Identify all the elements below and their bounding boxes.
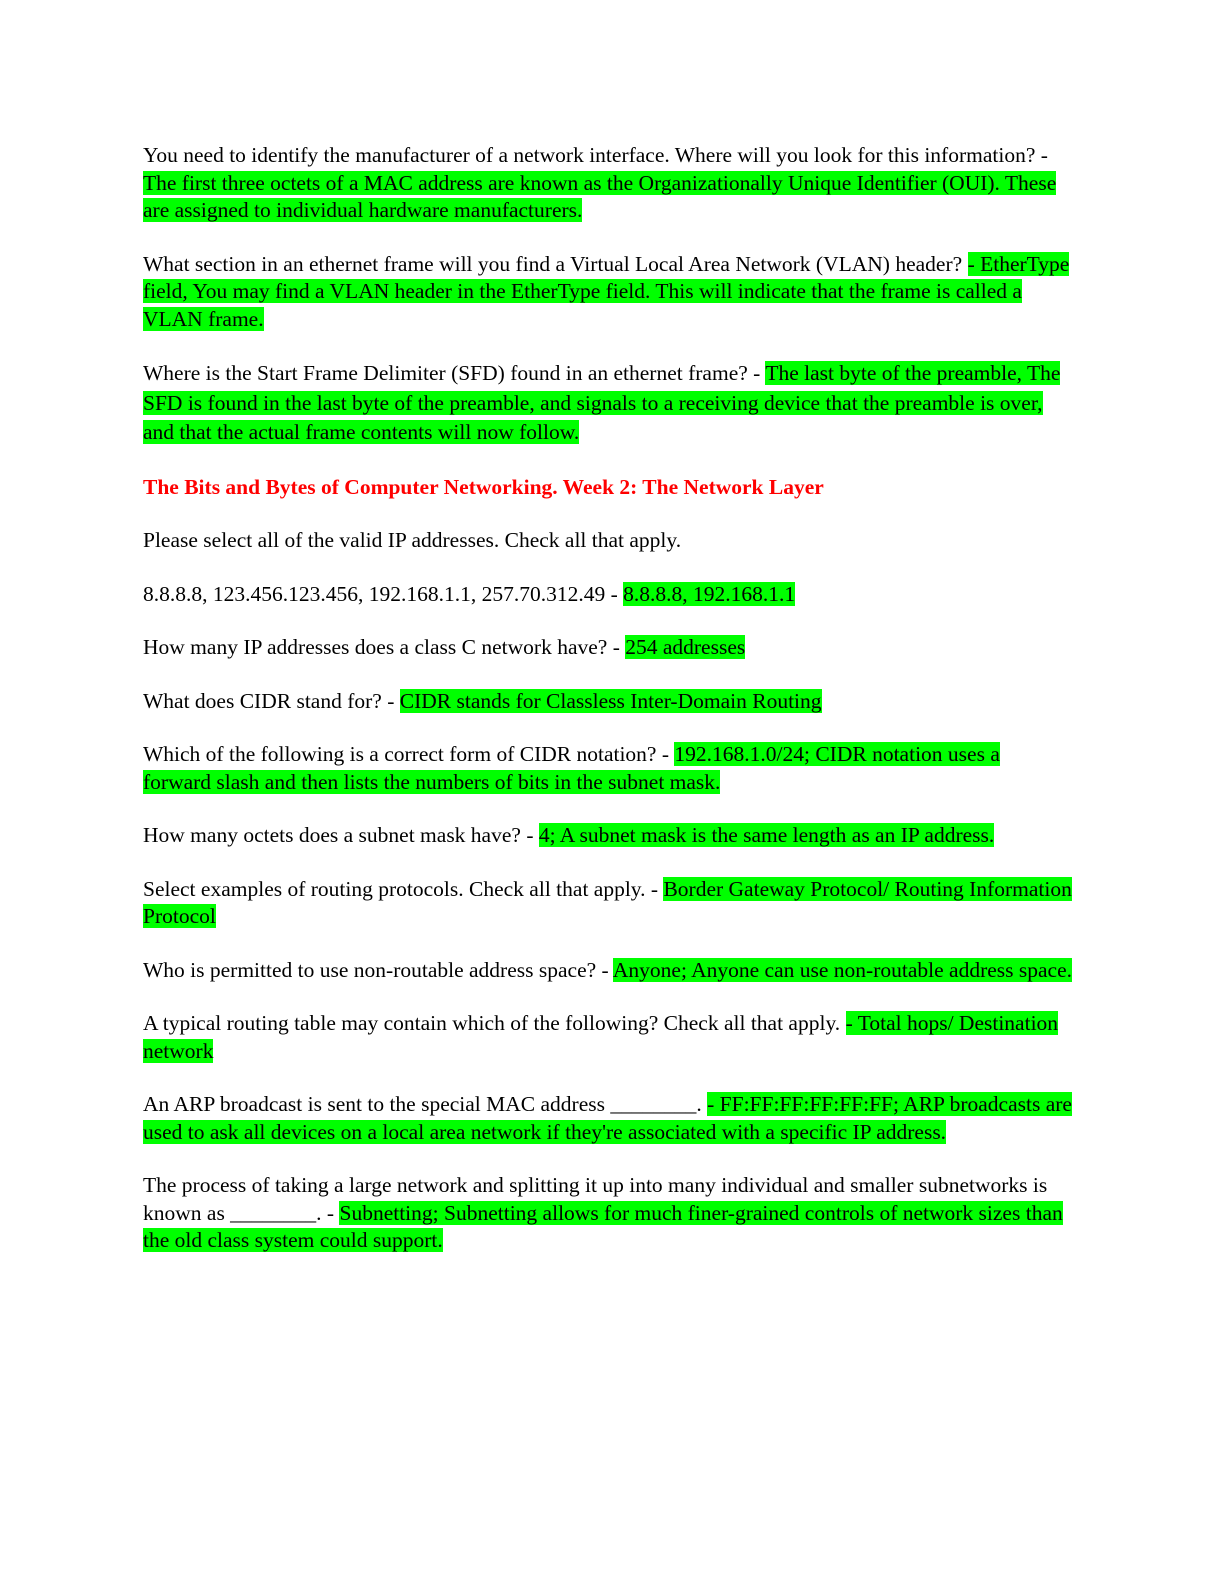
qa-item [143, 876, 1073, 931]
question-text: What does CIDR stand for? - [143, 688, 400, 713]
qa-item [143, 581, 1073, 609]
answer-highlight: Anyone; Anyone can use non-routable address space. [612, 957, 1072, 982]
intro-text: Please select all of the valid IP addresses. Check all that apply. [143, 528, 682, 552]
qa-item [143, 1091, 1073, 1146]
qa-item [143, 688, 1073, 716]
question-text: You need to identify the manufacturer of a network interface. Where will you look for this information? - [143, 143, 1048, 167]
question-text: Which of the following is a correct form of CIDR notation? - [143, 742, 675, 766]
question-text: A typical routing table may contain which of the following? Check all that apply. [143, 1011, 846, 1035]
qa-item [143, 957, 1073, 985]
answer-highlight: 8.8.8.8, 192.168.1.1 [623, 581, 796, 606]
answer-highlight: 4; A subnet mask is the same length as an IP address. [538, 823, 995, 847]
answer-highlight: - EtherType field, You may find a VLAN header in the EtherType field. This will indicate that the frame is called a VLAN frame. [143, 251, 1070, 331]
qa-item [143, 1010, 1073, 1065]
answer-highlight: - Total hops/ Destination network [143, 1011, 1059, 1063]
answer-highlight: CIDR stands for Classless Inter-Domain Routing [399, 688, 822, 713]
qa-item [143, 822, 1073, 850]
qa-item [143, 1172, 1073, 1255]
qa-item [143, 741, 1073, 796]
answer-highlight: - FF:FF:FF:FF:FF:FF; ARP broadcasts are used to ask all devices on a local area network if they're associated with a specific IP address. [143, 1092, 1072, 1144]
answer-highlight: Border Gateway Protocol/ Routing Information Protocol [143, 876, 1072, 928]
question-text: What section in an ethernet frame will you find a Virtual Local Area Network (VLAN) header? [143, 251, 968, 276]
answer-highlight: 192.168.1.0/24; CIDR notation uses a forward slash and then lists the numbers of bits in the subnet mask. [143, 742, 1000, 794]
question-text: An ARP broadcast is sent to the special MAC address ________. [143, 1092, 708, 1116]
document-page [143, 142, 1073, 1281]
question-text: 8.8.8.8, 123.456.123.456, 192.168.1.1, 257.70.312.49 - [143, 581, 624, 606]
qa-item [143, 634, 1073, 662]
question-text: Select examples of routing protocols. Check all that apply. - [143, 876, 664, 901]
question-text: How many IP addresses does a class C network have? - [143, 635, 626, 659]
answer-highlight: The last byte of the preamble, The SFD is found in the last byte of the preamble, and signals to a receiving device that the preamble is over, and that the actual frame contents will now follow. [143, 361, 1061, 444]
section-heading: The Bits and Bytes of Computer Networking. Week 2: The Network Layer [143, 474, 824, 499]
qa-item [143, 142, 1073, 225]
qa-item [143, 359, 1073, 448]
answer-highlight: The first three octets of a MAC address are known as the Organizationally Unique Identifier (OUI). These are assigned to individual hardware manufacturers. [143, 170, 1057, 222]
qa-item [143, 251, 1073, 334]
question-text: How many octets does a subnet mask have? - [143, 823, 539, 847]
question-text: The process of taking a large network and splitting it up into many individual and smaller subnetworks is known as ________. - [143, 1173, 1048, 1225]
question-text: Where is the Start Frame Delimiter (SFD) found in an ethernet frame? - [143, 361, 766, 385]
answer-highlight: Subnetting; Subnetting allows for much finer-grained controls of network sizes than the old class system could support. [143, 1200, 1063, 1252]
question-text: Who is permitted to use non-routable address space? - [143, 957, 613, 982]
answer-highlight: 254 addresses [625, 635, 746, 659]
